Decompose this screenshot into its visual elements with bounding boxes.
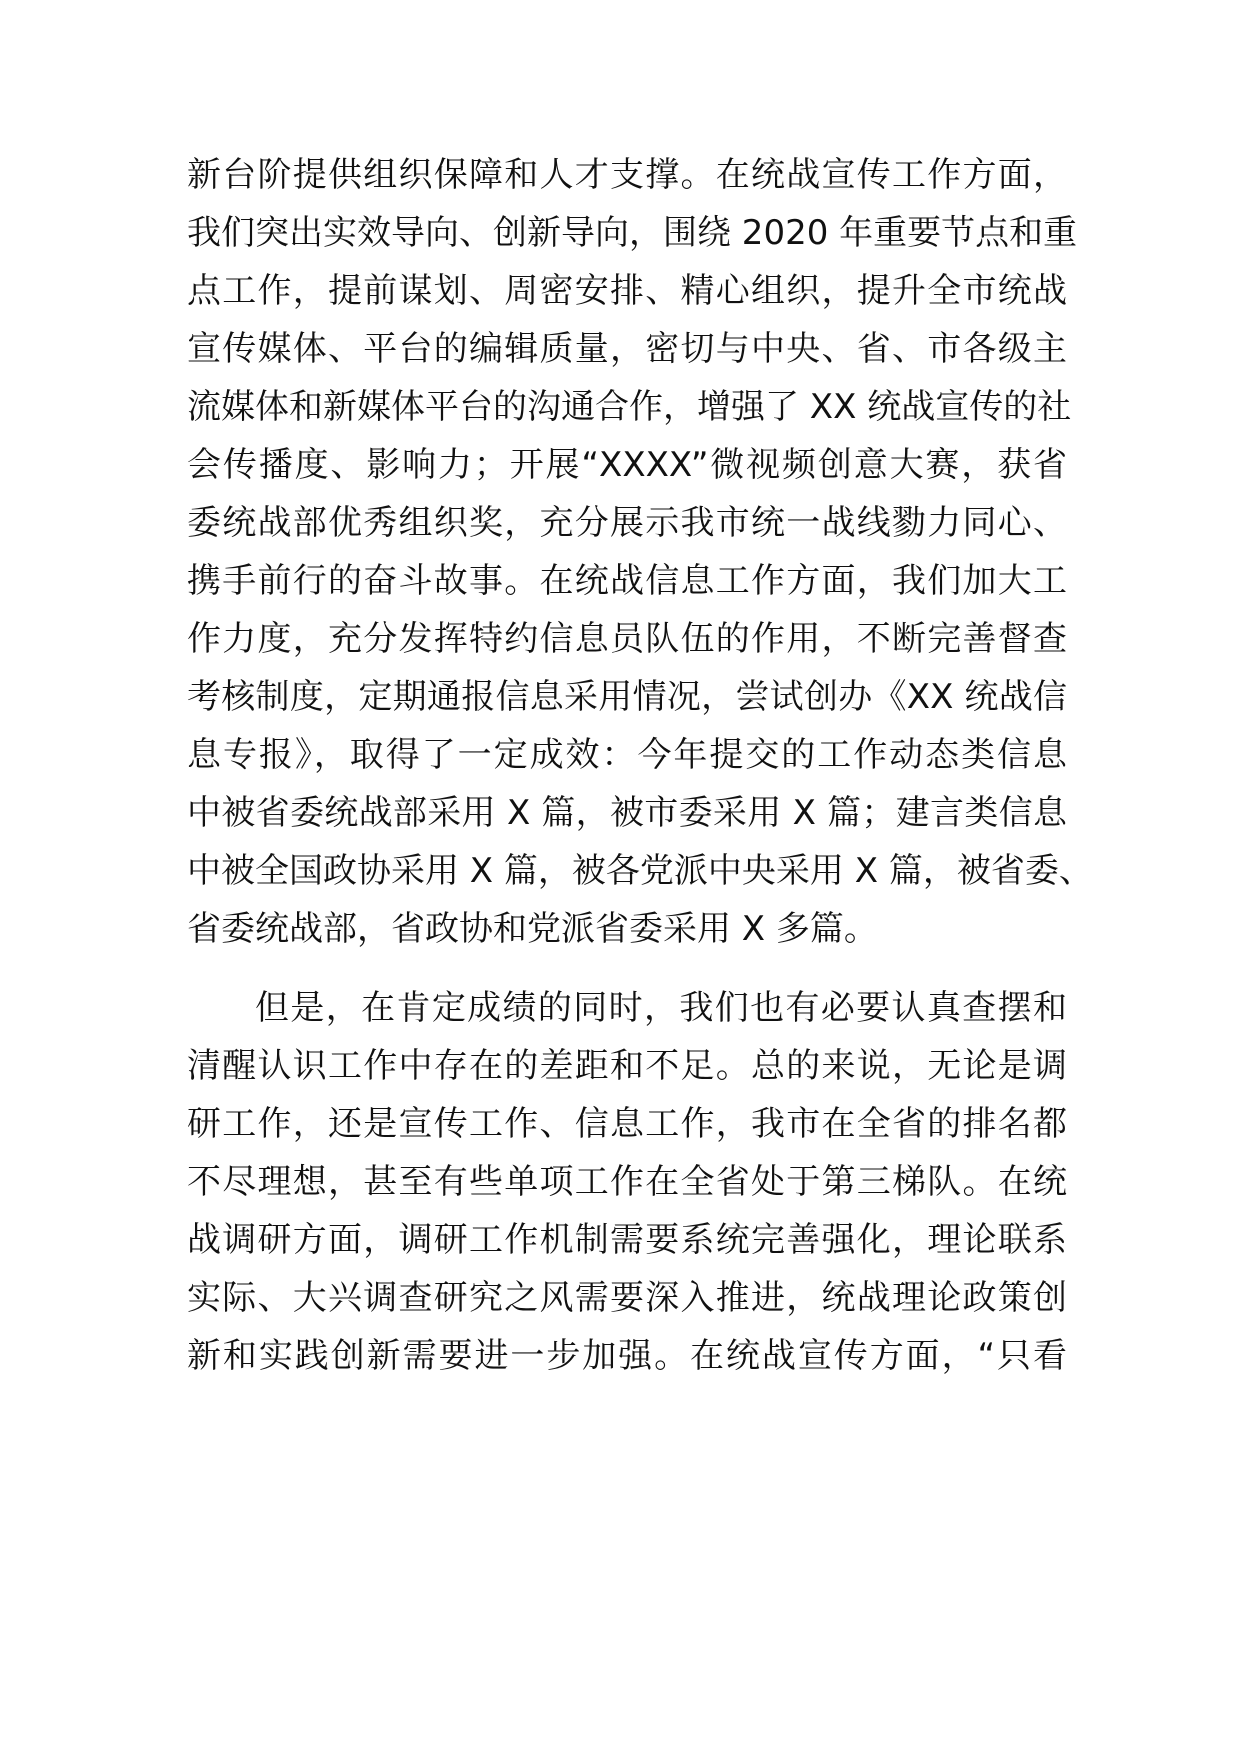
paragraph-line: 点工作，提前谋划、周密安排、精心组织，提升全市统战: [187, 271, 1067, 311]
paragraph-line: 实际、大兴调查研究之风需要深入推进，统战理论政策创: [187, 1278, 1067, 1318]
paragraph-line: 但是，在肯定成绩的同时，我们也有必要认真查摆和: [255, 988, 1067, 1028]
paragraph-line: 委统战部优秀组织奖，充分展示我市统一战线勠力同心、: [187, 503, 1067, 543]
paragraph-line: 研工作，还是宣传工作、信息工作，我市在全省的排名都: [187, 1104, 1067, 1144]
paragraph-line: 息专报》，取得了一定成效：今年提交的工作动态类信息: [187, 735, 1067, 775]
paragraph-line: 省委统战部，省政协和党派省委采用 X 多篇。: [187, 909, 878, 949]
paragraph-line: 不尽理想，甚至有些单项工作在全省处于第三梯队。在统: [187, 1162, 1067, 1202]
paragraph-line: 清醒认识工作中存在的差距和不足。总的来说，无论是调: [187, 1046, 1067, 1086]
paragraph-line: 作力度，充分发挥特约信息员队伍的作用，不断完善督查: [187, 619, 1067, 659]
paragraph-line: 我们突出实效导向、创新导向，围绕 2020 年重要节点和重: [187, 213, 1078, 253]
paragraph-line: 考核制度，定期通报信息采用情况，尝试创办《XX 统战信: [187, 677, 1067, 717]
paragraph-line: 中被全国政协采用 X 篇，被各党派中央采用 X 篇，被省委、: [187, 851, 1093, 891]
paragraph-line: 宣传媒体、平台的编辑质量，密切与中央、省、市各级主: [187, 329, 1067, 369]
paragraph-line: 携手前行的奋斗故事。在统战信息工作方面，我们加大工: [187, 561, 1067, 601]
paragraph-line: 新和实践创新需要进一步加强。在统战宣传方面，“只看: [187, 1336, 1067, 1376]
paragraph-line: 流媒体和新媒体平台的沟通合作，增强了 XX 统战宣传的社: [187, 387, 1072, 427]
paragraph-line: 中被省委统战部采用 X 篇，被市委采用 X 篇；建言类信息: [187, 793, 1067, 833]
paragraph-line: 新台阶提供组织保障和人才支撑。在统战宣传工作方面，: [187, 155, 1067, 195]
paragraph-line: 会传播度、影响力；开展“XXXX”微视频创意大赛，获省: [187, 445, 1067, 485]
paragraph-line: 战调研方面，调研工作机制需要系统完善强化，理论联系: [187, 1220, 1067, 1260]
